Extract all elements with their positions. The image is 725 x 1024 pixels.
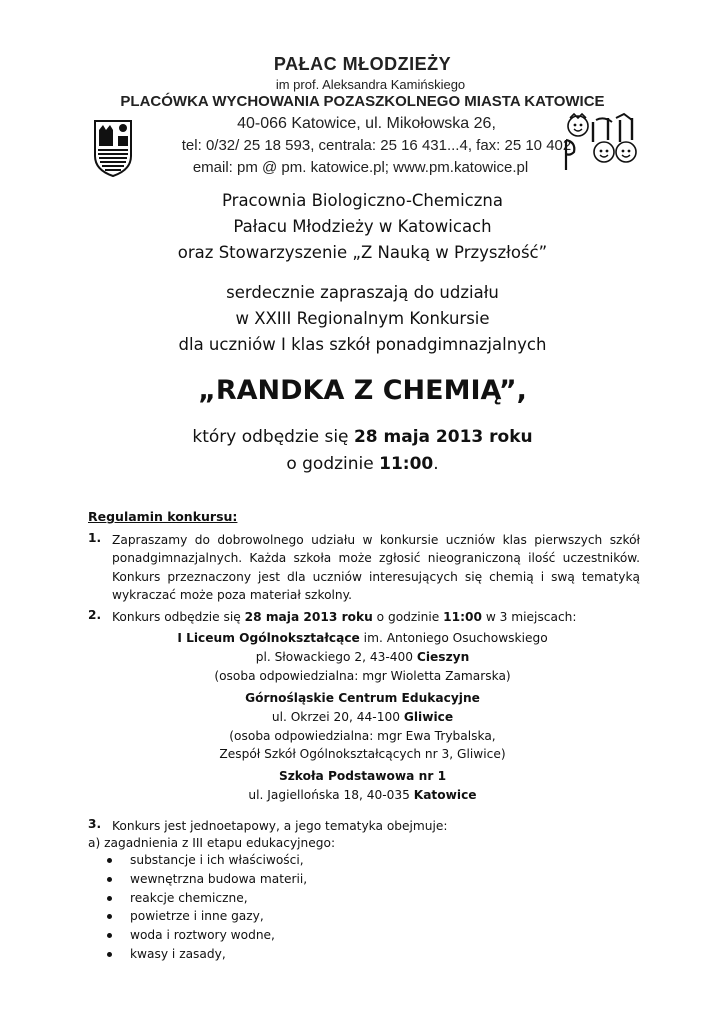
rule-1-line-4: wykraczać może poza materiał szkolny. — [112, 588, 352, 603]
location-1-street: pl. Słowackiego 2, 43-400 — [255, 650, 417, 664]
list-item — [107, 870, 307, 889]
list-item — [107, 907, 307, 926]
topic-text: substancje i ich właściwości, — [130, 853, 304, 867]
bullet-icon — [107, 933, 112, 938]
bullet-icon — [107, 914, 112, 919]
bullet-icon — [107, 858, 112, 863]
kids-logo-icon — [560, 112, 638, 174]
topic-text: woda i roztwory wodne, — [130, 928, 275, 943]
bullet-icon — [107, 896, 112, 901]
bullet-icon — [107, 877, 112, 882]
location-2-name: Górnośląskie Centrum Edukacyjne — [245, 691, 480, 705]
list-item — [107, 851, 307, 870]
letterhead-phones: tel: 0/32/ 25 18 593, centrala: 25 16 431...4, fax: 25 10 402 — [181, 137, 572, 154]
rule-2-time: 11:00 — [443, 610, 482, 624]
intro-line-4: serdecznie zapraszają do udziału — [226, 283, 499, 302]
location-3-city: Katowice — [413, 788, 477, 802]
location-1-name — [0, 629, 725, 648]
contest-time-line — [0, 454, 725, 474]
contest-title: „RANDKA Z CHEMIĄ”, — [198, 375, 527, 406]
rule-2-number: 2. — [88, 608, 102, 622]
intro-line-5: w XXIII Regionalnym Konkursie — [235, 309, 490, 328]
location-1-school: I Liceum Ogólnokształcące — [177, 631, 360, 645]
time-suffix: . — [433, 454, 439, 474]
list-item — [107, 945, 307, 964]
intro-line-6: dla uczniów I klas szkół ponadgimnazjalnych — [178, 335, 547, 354]
letterhead-institution: PLACÓWKA WYCHOWANIA POZASZKOLNEGO MIASTA KATOWICE — [120, 93, 605, 110]
rule-2-date: 28 maja 2013 roku — [244, 610, 373, 624]
topics-list — [107, 851, 307, 964]
location-1-patron: im. Antoniego Osuchowskiego — [359, 631, 548, 645]
bullet-icon — [107, 952, 112, 957]
rule-2-part-1: Konkurs odbędzie się — [112, 610, 245, 624]
list-item — [107, 889, 307, 908]
location-2-street: ul. Okrzei 20, 44-100 — [271, 710, 404, 724]
location-2-contact-2: Zespół Szkół Ogólnokształcących nr 3, Gliwice) — [219, 747, 506, 761]
intro-line-3: oraz Stowarzyszenie „Z Nauką w Przyszłość” — [177, 243, 548, 262]
list-item — [107, 926, 307, 945]
rule-1-number: 1. — [88, 531, 102, 545]
contest-date: 28 maja 2013 roku — [353, 427, 533, 447]
coat-of-arms-icon — [92, 118, 134, 178]
location-1-address — [0, 648, 725, 667]
rule-1-text — [112, 531, 640, 605]
contest-date-line — [0, 427, 725, 447]
rule-3-text: Konkurs jest jednoetapowy, a jego tematyka obejmuje: — [112, 819, 448, 833]
location-3-address — [0, 786, 725, 805]
intro-line-1: Pracownia Biologiczno-Chemiczna — [222, 191, 503, 210]
location-3-street: ul. Jagiellońska 18, 40-035 — [248, 788, 414, 802]
rule-1-line-3: Konkurs przeznaczony jest dla uczniów interesujących się chemią i swą tematyką — [112, 569, 640, 584]
contest-time: 11:00 — [379, 454, 434, 474]
date-prefix: który odbędzie się — [192, 427, 354, 447]
letterhead-address: 40-066 Katowice, ul. Mikołowska 26, — [237, 115, 496, 132]
topic-text: reakcje chemiczne, — [130, 890, 248, 905]
rule-1-line-1: Zapraszamy do dobrowolnego udziału w konkursie uczniów klas pierwszych szkół — [112, 533, 640, 547]
location-2-contact: (osoba odpowiedzialna: mgr Ewa Trybalska, — [229, 729, 496, 743]
letterhead-patron: im prof. Aleksandra Kamińskiego — [275, 77, 466, 92]
rule-3-subpoint-a: a) zagadnienia z III etapu edukacyjnego: — [88, 836, 336, 850]
intro-line-2: Pałacu Młodzieży w Katowicach — [233, 217, 492, 236]
location-3-name: Szkoła Podstawowa nr 1 — [278, 769, 447, 783]
topic-text: wewnętrzna budowa materii, — [130, 871, 308, 886]
rule-1-line-2: ponadgimnazjalnych. Każda szkoła może zgłosić nieograniczoną ilość uczestników. — [112, 551, 640, 566]
location-1-city: Cieszyn — [416, 650, 470, 664]
location-1-contact: (osoba odpowiedzialna: mgr Wioletta Zamarska) — [214, 669, 511, 683]
topic-text: powietrze i inne gazy, — [130, 909, 264, 924]
location-2-address — [0, 708, 725, 727]
location-2-city: Gliwice — [403, 710, 454, 724]
topic-text: kwasy i zasady, — [130, 946, 226, 961]
rule-2-part-3: w 3 miejscach: — [481, 610, 577, 624]
letterhead-name: PAŁAC MŁODZIEŻY — [273, 54, 452, 74]
letterhead-web: email: pm @ pm. katowice.pl; www.pm.katowice.pl — [192, 159, 529, 176]
rule-3-number: 3. — [88, 817, 102, 831]
rule-2-part-2: o godzinie — [372, 610, 444, 624]
time-prefix: o godzinie — [286, 454, 380, 474]
rule-2-text — [112, 608, 640, 626]
rules-heading: Regulamin konkursu: — [88, 509, 238, 524]
